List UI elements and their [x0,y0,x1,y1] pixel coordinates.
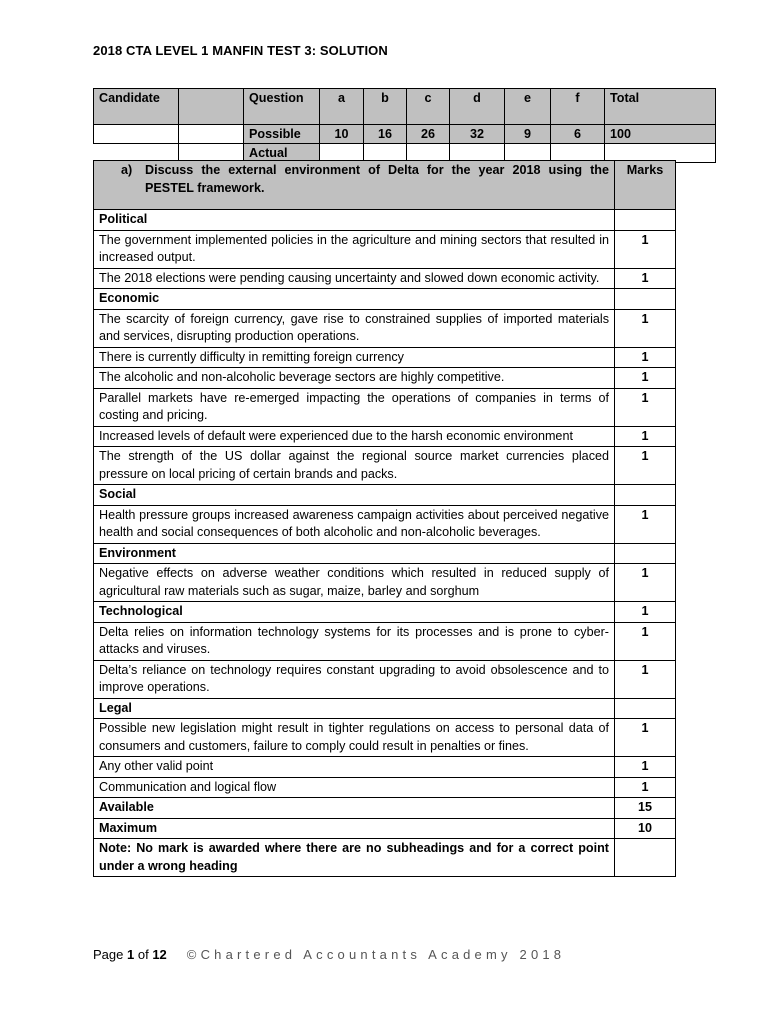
candidate-number-cell [179,89,244,125]
mark-value: 1 [615,268,676,289]
blank-cell [94,125,179,144]
mark-value [615,289,676,310]
column-e: e [505,89,551,125]
marking-point-row [94,777,676,798]
document-title: 2018 CTA LEVEL 1 MANFIN TEST 3: SOLUTION [93,43,388,58]
blank-cell [179,125,244,144]
section-heading-row [94,602,676,623]
section-heading-row [94,210,676,231]
mark-value: 1 [615,757,676,778]
possible-e: 9 [505,125,551,144]
section-heading-row [94,839,676,877]
possible-total: 100 [605,125,716,144]
mark-value [615,543,676,564]
question-number: a) [121,163,133,177]
mark-value: 1 [615,426,676,447]
marking-point-text: Negative effects on adverse weather conditions which resulted in reduced supply of agricultural raw materials such as sugar, maize, barley and sorghum [94,564,615,602]
section-heading: Note: No mark is awarded where there are no subheadings and for a correct point under a wrong heading [94,839,615,877]
mark-value [615,210,676,231]
question-row [94,161,676,210]
marking-point-row [94,564,676,602]
marking-point-row [94,719,676,757]
marking-point-row [94,347,676,368]
marking-table-body [94,161,676,877]
marking-point-row [94,505,676,543]
section-heading: Economic [94,289,615,310]
mark-value: 10 [615,818,676,839]
column-c: c [407,89,450,125]
mark-value: 1 [615,719,676,757]
section-heading-row [94,543,676,564]
column-f: f [551,89,605,125]
column-b: b [364,89,407,125]
mark-value [615,485,676,506]
total-label: Total [605,89,716,125]
marking-point-text: The strength of the US dollar against the regional source market currencies placed pressure on local pricing of certain brands and packs. [94,447,615,485]
section-heading-row [94,289,676,310]
marking-point-text: Delta relies on information technology systems for its processes and is prone to cyber-attacks and viruses. [94,622,615,660]
section-heading: Social [94,485,615,506]
mark-value: 1 [615,230,676,268]
mark-value: 1 [615,505,676,543]
possible-label: Possible [244,125,320,144]
marking-point-row [94,660,676,698]
mark-value [615,698,676,719]
marks-header: Marks [615,161,676,210]
mark-value: 1 [615,347,676,368]
section-heading-row [94,485,676,506]
mark-value [615,839,676,877]
mark-value: 1 [615,602,676,623]
section-heading: Available [94,798,615,819]
possible-a: 10 [320,125,364,144]
mark-value: 1 [615,660,676,698]
score-header-row [94,89,716,125]
marking-point-text: The 2018 elections were pending causing uncertainty and slowed down economic activity. [94,268,615,289]
marking-point-text: The alcoholic and non-alcoholic beverage sectors are highly competitive. [94,368,615,389]
marking-point-row [94,268,676,289]
marking-point-text: Parallel markets have re-emerged impacting the operations of companies in terms of costing and pricing. [94,388,615,426]
possible-b: 16 [364,125,407,144]
marking-table [93,160,676,877]
page-label: Page [93,947,124,962]
section-heading-row [94,798,676,819]
marking-point-text: Communication and logical flow [94,777,615,798]
mark-value: 1 [615,564,676,602]
marking-point-row [94,447,676,485]
question-label: Question [244,89,320,125]
marking-point-text: Increased levels of default were experienced due to the harsh economic environment [94,426,615,447]
mark-value: 1 [615,777,676,798]
page-total: 12 [152,947,167,962]
score-table [93,88,716,163]
question-cell [94,161,615,210]
marking-point-row [94,368,676,389]
mark-value: 15 [615,798,676,819]
possible-d: 32 [450,125,505,144]
mark-value: 1 [615,622,676,660]
marking-point-row [94,230,676,268]
section-heading: Legal [94,698,615,719]
page-footer [93,947,565,962]
section-heading: Maximum [94,818,615,839]
marking-point-text: Possible new legislation might result in tighter regulations on access to personal data of consumers and customers, failure to comply could result in penalties or fines. [94,719,615,757]
mark-value: 1 [615,368,676,389]
marking-point-row [94,426,676,447]
page-number: 1 [127,947,135,962]
section-heading-row [94,698,676,719]
actual-label: Actual [244,144,320,163]
mark-value: 1 [615,447,676,485]
marking-point-text: There is currently difficulty in remitting foreign currency [94,347,615,368]
marking-point-row [94,757,676,778]
section-heading: Technological [94,602,615,623]
mark-value: 1 [615,309,676,347]
marking-point-text: Delta’s reliance on technology requires constant upgrading to avoid obsolescence and to improve operations. [94,660,615,698]
candidate-label: Candidate [94,89,179,125]
mark-value: 1 [615,388,676,426]
marking-point-text: The government implemented policies in the agriculture and mining sectors that resulted in increased output. [94,230,615,268]
marking-point-row [94,309,676,347]
section-heading-row [94,818,676,839]
question-text: Discuss the external environment of Delta for the year 2018 using the PESTEL framework. [145,163,609,195]
of-label: of [137,947,149,962]
possible-c: 26 [407,125,450,144]
marking-point-row [94,388,676,426]
section-heading: Environment [94,543,615,564]
marking-point-text: Any other valid point [94,757,615,778]
column-d: d [450,89,505,125]
marking-point-text: The scarcity of foreign currency, gave rise to constrained supplies of imported materials and services, disrupting production operations. [94,309,615,347]
section-heading: Political [94,210,615,231]
marking-point-text: Health pressure groups increased awareness campaign activities about perceived negative health and social consequences of both alcoholic and non-alcoholic beverages. [94,505,615,543]
possible-f: 6 [551,125,605,144]
possible-row [94,125,716,144]
column-a: a [320,89,364,125]
academy-copyright: ©Chartered Accountants Academy 2018 [186,947,566,962]
marking-point-row [94,622,676,660]
